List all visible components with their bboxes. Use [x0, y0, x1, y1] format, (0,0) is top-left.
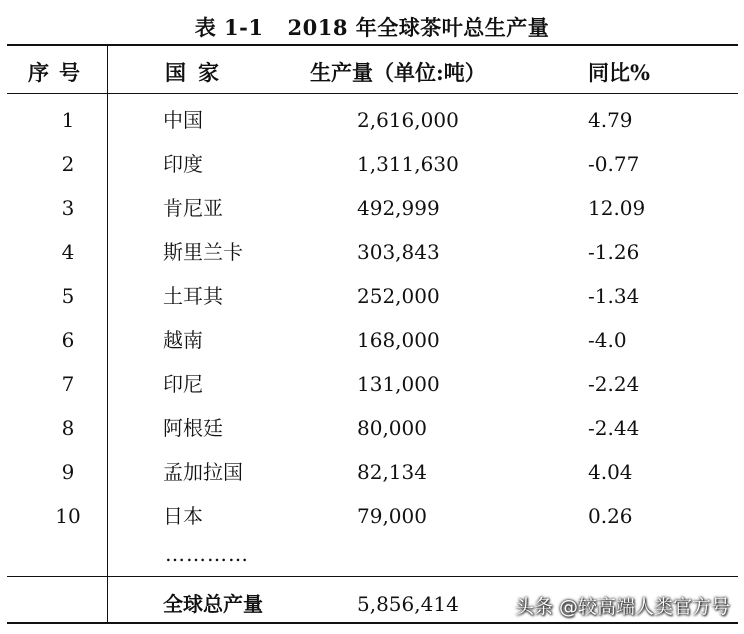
row-yoy: -2.44: [588, 416, 640, 440]
row-country: 印尼: [163, 372, 203, 396]
row-yoy: -1.26: [588, 240, 640, 264]
header-index: 序号: [28, 60, 90, 85]
total-production: 5,856,414: [357, 592, 459, 616]
row-country: 中国: [163, 108, 203, 132]
table-number: 表 1-1: [194, 15, 264, 40]
header-country: 国家: [165, 60, 231, 85]
row-yoy: -4.0: [588, 328, 627, 352]
total-separator-rule: [7, 576, 738, 577]
row-index: 9: [61, 460, 75, 484]
row-country: 越南: [163, 328, 203, 352]
row-index: 5: [61, 284, 75, 308]
row-index: 7: [61, 372, 75, 396]
row-country: 阿根廷: [163, 416, 223, 440]
row-country: 日本: [163, 504, 203, 528]
watermark: 头条 @较高端人类官方号: [515, 596, 731, 618]
row-production: 2,616,000: [357, 108, 459, 132]
row-yoy: 4.79: [588, 108, 633, 132]
ellipsis-row: …………: [165, 542, 249, 566]
row-index: 6: [61, 328, 75, 352]
row-index: 8: [61, 416, 75, 440]
row-production: 1,311,630: [357, 152, 459, 176]
row-index: 3: [61, 196, 75, 220]
row-production: 131,000: [357, 372, 440, 396]
bottom-rule: [7, 622, 738, 624]
row-index: 2: [61, 152, 75, 176]
top-rule: [7, 44, 738, 46]
row-yoy: -1.34: [588, 284, 640, 308]
row-index: 10: [55, 504, 81, 528]
table-caption: 2018 年全球茶叶总生产量: [287, 15, 550, 40]
row-production: 79,000: [357, 504, 427, 528]
row-country: 孟加拉国: [163, 460, 243, 484]
row-yoy: 0.26: [588, 504, 633, 528]
row-yoy: -0.77: [588, 152, 640, 176]
row-index: 1: [61, 108, 75, 132]
row-index: 4: [61, 240, 75, 264]
row-yoy: 12.09: [588, 196, 646, 220]
row-production: 168,000: [357, 328, 440, 352]
header-rule: [7, 93, 738, 94]
row-country: 肯尼亚: [163, 196, 223, 220]
header-yoy: 同比%: [588, 60, 650, 85]
row-production: 492,999: [357, 196, 440, 220]
row-yoy: 4.04: [588, 460, 633, 484]
row-yoy: -2.24: [588, 372, 640, 396]
row-production: 80,000: [357, 416, 427, 440]
row-production: 303,843: [357, 240, 440, 264]
row-production: 82,134: [357, 460, 427, 484]
row-country: 土耳其: [163, 284, 223, 308]
row-country: 印度: [163, 152, 203, 176]
total-label: 全球总产量: [163, 592, 263, 616]
header-production: 生产量（单位:吨）: [310, 60, 486, 85]
row-country: 斯里兰卡: [163, 240, 243, 264]
table-title: [0, 12, 744, 42]
row-production: 252,000: [357, 284, 440, 308]
